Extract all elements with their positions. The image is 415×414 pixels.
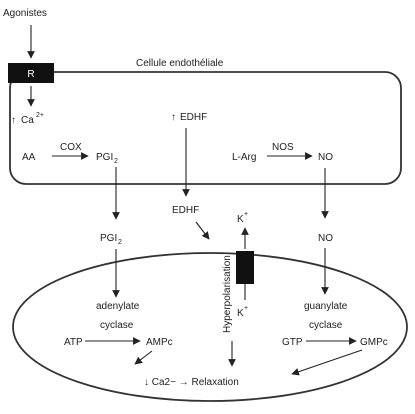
endothelial-cell — [10, 72, 401, 184]
pgi-mid-label: PGI — [100, 233, 118, 244]
hyperpolarisation-label: Hyperpolarisation — [222, 255, 233, 333]
arrow-ampc-ca — [135, 351, 152, 364]
ampc-label: AMPc — [146, 337, 173, 348]
ca-label: Ca — [21, 115, 34, 126]
potassium-channel — [236, 251, 254, 284]
gtp-label: GTP — [282, 337, 303, 348]
adenylate-cyclase-label: cyclase — [100, 320, 134, 331]
pgi-mid-subscript: 2 — [118, 239, 122, 246]
cox-label: COX — [60, 142, 82, 153]
k-bottom-superscript: + — [244, 305, 249, 312]
ca-superscript: 2+ — [36, 112, 44, 119]
gmpc-label: GMPc — [360, 337, 388, 348]
edhf-mid-label: EDHF — [172, 205, 200, 216]
no-top-label: NO — [318, 152, 333, 163]
arrow-gmpc-relax — [292, 350, 362, 374]
pgi-top-label: PGI — [96, 152, 114, 163]
larg-label: L-Arg — [232, 152, 257, 163]
nos-label: NOS — [272, 142, 294, 153]
k-top-label: K — [237, 214, 244, 225]
relaxation-label: ↓ Ca2− → Relaxation — [144, 377, 239, 388]
cell-title: Cellule endothéliale — [136, 58, 224, 69]
guanylate-label: guanylate — [304, 301, 348, 312]
pgi-top-subscript: 2 — [114, 158, 118, 165]
k-top-superscript: + — [244, 211, 249, 218]
adenylate-label: adenylate — [96, 301, 140, 312]
receptor-label: R — [27, 69, 35, 80]
edhf-top-label: EDHF — [180, 112, 208, 123]
aa-label: AA — [22, 152, 36, 163]
arrow-edhf-diag — [196, 222, 209, 239]
atp-label: ATP — [64, 337, 83, 348]
edhf-up-arrow: ↑ — [171, 112, 176, 123]
k-bottom-label: K — [237, 308, 244, 319]
no-mid-label: NO — [318, 233, 333, 244]
agonistes-label: Agonistes — [3, 8, 47, 19]
ca-up-arrow: ↑ — [11, 115, 16, 126]
guanylate-cyclase-label: cyclase — [309, 320, 343, 331]
